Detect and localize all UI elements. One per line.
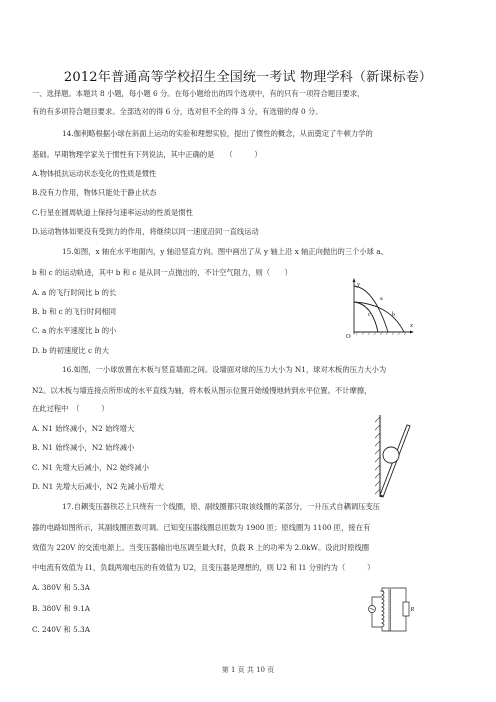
q17-autotransformer-figure — [366, 585, 416, 633]
q16-option-d: D. N1 先增大后减小，N2 先减小后增大 — [32, 482, 164, 491]
q17-option-c: C. 240V 和 5.3A — [32, 625, 90, 634]
q16-wall-board-figure — [371, 413, 417, 499]
wire-top-left — [372, 597, 382, 606]
q14-option-d: D.运动物体如果没有受到力的作用，将继续以同一速度沿同一直线运动 — [32, 227, 259, 236]
page-title: 2012年普通高等学校招生全国统一考试 物理学科（新课标卷） — [63, 70, 433, 85]
q16-stem-line: 在此过程中 （ ） — [32, 404, 109, 413]
q14-stem-line: 基础。早期物理学家关于惯性有下列说法，其中正确的是 （ ） — [32, 150, 262, 159]
label-x: x — [410, 322, 413, 329]
wall-hatching — [375, 417, 380, 494]
trajectory-a — [354, 286, 388, 332]
q16-option-c: C. N1 先增大后减小，N2 始终减小 — [32, 463, 149, 472]
ground-hatching — [356, 332, 406, 335]
q16-option-b: B. N1 始终减小，N2 始终减小 — [32, 443, 135, 452]
coil — [382, 591, 384, 629]
q16-stem-line: N2。以木板与墙连接点所形成的水平直线为轴，将木板从图示位置开始缓慢地转到水平位置。不计摩擦， — [32, 386, 372, 395]
resistor — [403, 602, 409, 616]
q17-option-b: B. 380V 和 9.1A — [32, 604, 91, 613]
y-axis-arrow — [353, 278, 356, 282]
q16-option-a: A. N1 始终减小，N2 始终增大 — [32, 424, 135, 433]
label-origin: O — [346, 333, 351, 338]
q16-stem-line: 16.如图，一小球放置在木板与竖直墙面之间。设墙面对球的压力大小为 N1，球对木板的压力大小为 — [62, 365, 387, 374]
q14-stem-line: 14.伽利略根据小球在斜面上运动的实验和理想实验，提出了惯性的概念，从而奠定了牛顿力学的 — [62, 129, 373, 138]
label-resistor: R — [410, 607, 415, 613]
label-y: y — [357, 281, 360, 288]
q15-option-b: B. b 和 c 的飞行时间相同 — [32, 307, 117, 316]
q15-stem-line: 15.如图，x 轴在水平地面内，y 轴沿竖直方向。图中画出了从 y 轴上沿 x 轴正向抛出的三个小球 a、 — [62, 247, 388, 256]
q17-stem-line: 器的电路如图所示，其副线圈匝数可调。已知变压器线圈总匝数为 1900 匝；原线圈为 1100 匝，接在有 — [32, 523, 371, 532]
pivot — [380, 495, 382, 497]
label-b: b — [392, 312, 395, 318]
q17-stem-line: 17.自耦变压器铁芯上只绕有一个线圈，原、副线圈都只取该线圈的某部分，一升压式自耦调压变压 — [62, 502, 381, 511]
x-axis-arrow — [410, 331, 414, 334]
q15-stem-line: b 和 c 的运动轨迹，其中 b 和 c 是从同一点抛出的，不计空气阻力，则（ ） — [32, 268, 292, 277]
label-c: c — [368, 312, 371, 318]
q15-trajectory-figure — [344, 276, 416, 338]
q17-stem-line: 效值为 220V 的交流电源上。当变压器输出电压调至最大时，负载 R 上的功率为 2.0kW。设此时原线圈 — [32, 543, 370, 552]
page-footer: 第 1 页 共 10 页 — [221, 666, 275, 674]
instruction-line: 一、选择题。本题共 8 小题，每小题 6 分。在每小题给出的四个选项中，有的只有一项符合题目要求， — [32, 89, 365, 98]
q17-stem-line: 中电流有效值为 I1，负载两端电压的有效值为 U2，且变压器是理想的，则 U2 和 I1 分别约为（ ） — [32, 563, 375, 572]
q14-option-b: B.没有力作用，物体只能处于静止状态 — [32, 188, 157, 197]
trajectory-c — [354, 302, 378, 332]
q14-option-c: C.行星在圆周轨道上保持匀速率运动的性质是惯性 — [32, 208, 193, 217]
ball — [383, 447, 399, 463]
label-a: a — [380, 296, 383, 302]
wire-output-bottom — [382, 616, 406, 631]
q15-option-c: C. a 的水平速度比 b 的小 — [32, 326, 117, 335]
wire-bottom-left — [372, 613, 382, 628]
wire-output-top — [382, 588, 406, 602]
q15-option-a: A. a 的飞行时间比 b 的长 — [32, 288, 117, 297]
trajectory-b — [354, 302, 404, 332]
q17-option-a: A. 380V 和 5.3A — [32, 583, 90, 592]
q15-option-d: D. b 的初速度比 c 的大 — [32, 346, 110, 355]
q14-option-a: A.物体抵抗运动状态变化的性质是惯性 — [32, 169, 157, 178]
instruction-line: 有的有多项符合题目要求。全部选对的得 6 分，选对但不全的得 3 分，有选错的得 0 分。 — [32, 107, 323, 116]
